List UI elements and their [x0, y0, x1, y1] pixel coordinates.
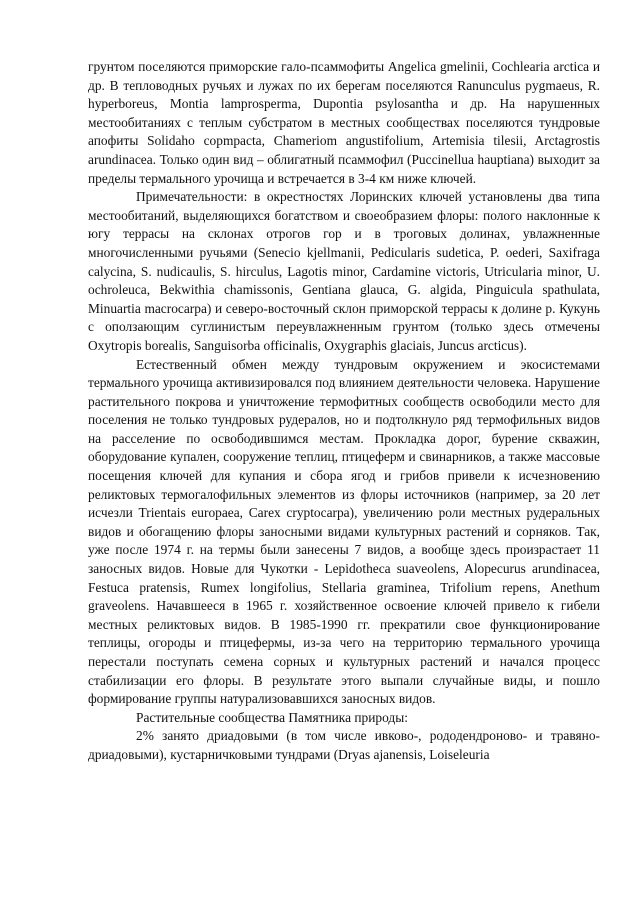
paragraph-plant-communities-heading: Растительные сообщества Памятника природы:: [136, 709, 408, 725]
paragraph-natural-exchange: Естественный обмен между тундровым окружением и экосистемами термального урочища активизировался под влиянием деятельности человека. Нарушение растительного покрова и уничтожение термофитных сообществ освободили место для поселения не только тундровых рудералов, но и подтолкнуло ряд термофильных видов на расселение по освободившимся местам. Прокладка дорог, бурение скважин, оборудование купален, сооружение теплиц, птицеферм и свинарников, а также массовые посещения ключей для купания и сбора ягод и грибов привели к исчезновению реликтовых термогалофильных элементов из флоры источников (например, за 20 лет исчезли Trientais europaea, Carex cryptocarpa), увеличению роли местных рудеральных видов и обогащению флоры заносными видами культурных растений и сорняков. Так, уже после 1974 г. на термы были занесены 7 видов, а вообще здесь произрастает 11 заносных видов. Новые для Чукотки - Lepidotheca suaveolens, Alopecurus arundinacea, Festuca pratensis, Rumex longifolius, Stellaria graminea, Trifolium repens, Anethum graveolens. Начавшееся в 1965 г. хозяйственное освоение ключей привело к гибели местных реликтовых видов. В 1985-1990 гг. прекратили свое функционирование теплицы, огороды и птицефермы, из-за чего на территорию термального урочища перестали поступать семена сорных и культурных растений и начался процесс стабилизации его флоры. В результате этого выпали случайные виды, и пошло формирование группы натурализовавшихся заносных видов.: [88, 356, 600, 707]
document-page: [88, 58, 600, 765]
paragraph-continuation: грунтом поселяются приморские гало-псаммофиты Angelica gmelinii, Cochlearia arctica и др. В тепловодных ручьях и лужах по их берегам поселяются Ranunculus pygmaeus, R. hyperboreus, Montia lamprosperma, Dupontia psylosantha и др. На нарушенных местообитаниях с теплым субстратом в местных сообществах поселяются тундровые апофиты Solidaho copmpacta, Chameriom angustifolium, Artemisia tilesii, Arctagrostis arundinacea. Только один вид – облигатный псаммофил (Puccinellua hauptiana) выходит за пределы термального урочища и встречается в 3-4 км ниже ключей.: [88, 59, 600, 186]
paragraph-notable-features: Примечательности: в окрестностях Лоринских ключей установлены два типа местообитаний, выделяющихся богатством и своеобразием флоры: полого наклонные к югу террасы на склонах отрогов гор и в троговых долинах, увлажненные многочисленными ручьями (Senecio kjellmanii, Pedicularis sudetica, P. oederi, Saxifraga calycina, S. nudicaulis, S. hirculus, Lagotis minor, Cardamine victoris, Utricularia minor, U. ochroleuca, Bekwithia chamissonis, Gentiana glauca, G. algida, Pinguicula spathulata, Minuartia macrocarpa) и северо-восточный склон приморской террасы к долине р. Кукунь с оползающим суглинистым переувлажненным грунтом (только здесь отмечены Oxytropis borealis, Sanguisorba officinalis, Oxygraphis glaciais, Juncus arcticus).: [88, 189, 600, 353]
paragraph-dryas-tundra: 2% занято дриадовыми (в том числе ивково-, рододендроново- и травяно-дриадовыми), кустарничковыми тундрами (Dryas ajanensis, Loiseleuria: [88, 728, 600, 762]
